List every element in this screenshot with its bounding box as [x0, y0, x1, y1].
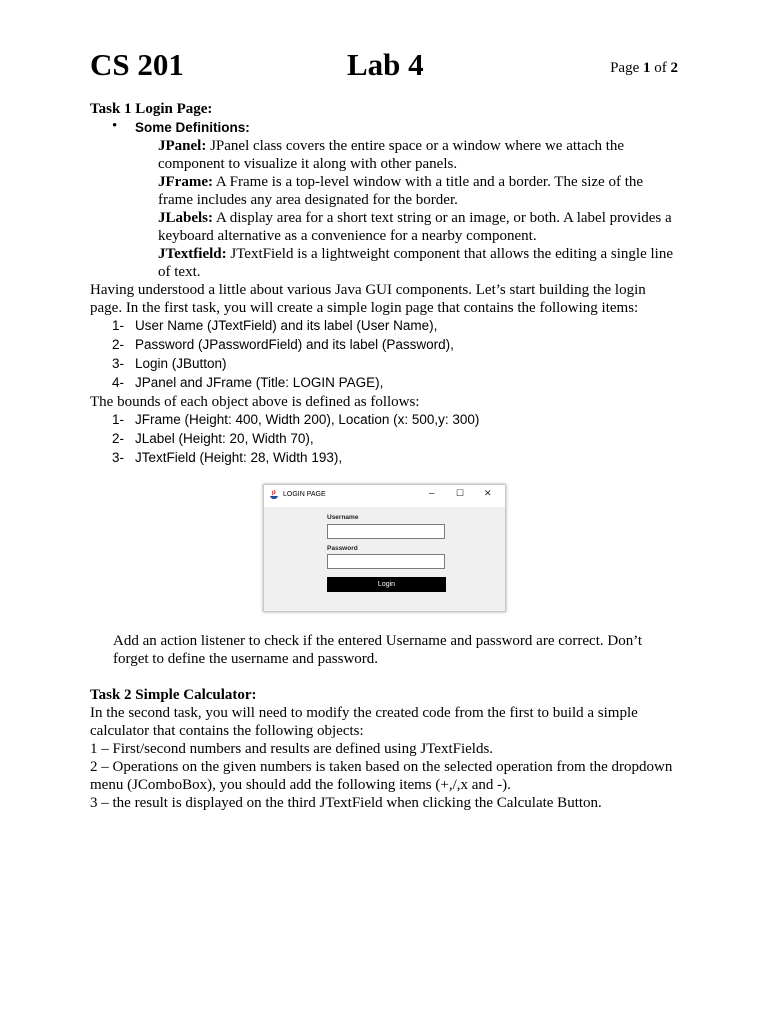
minimize-icon: – — [429, 488, 435, 499]
window-titlebar — [264, 485, 505, 507]
task2-text: calculator that contains the following objects: — [90, 723, 364, 739]
password-label: Password — [327, 545, 358, 552]
username-label: Username — [327, 514, 359, 521]
task2-text: 2 – Operations on the given numbers is taken based on the selected operation from the dropdown — [90, 759, 673, 775]
def-jtextfield — [158, 245, 673, 263]
maximize-icon: ☐ — [456, 488, 465, 498]
list-text: Login (JButton) — [135, 356, 227, 371]
list-number: 2- — [112, 337, 125, 352]
list-number: 1- — [112, 412, 125, 427]
def-text: A display area for a short text string or an image, or both. A label provides a — [215, 210, 672, 226]
list-item — [112, 430, 314, 448]
list-item — [112, 317, 437, 335]
def-text: component to visualize it along with other panels. — [158, 156, 458, 172]
def-term: JLabels: — [158, 210, 214, 226]
intro-text: page. In the first task, you will create a simple login page that contains the following items: — [90, 300, 639, 316]
java-app-icon — [269, 490, 279, 500]
list-number: 2- — [112, 431, 125, 446]
list-text: JFrame (Height: 400, Width 200), Location (x: 500,y: 300) — [135, 412, 480, 427]
page-current: 1 — [643, 60, 651, 76]
intro-text: Having understood a little about various Java GUI components. Let’s start building the login — [90, 282, 646, 298]
list-item — [112, 336, 454, 354]
list-number: 4- — [112, 375, 125, 390]
def-text: of text. — [158, 264, 201, 280]
action-text: Add an action listener to check if the entered Username and password are correct. Don’t — [113, 633, 643, 649]
list-item — [112, 411, 479, 429]
def-text: A Frame is a top-level window with a title and a border. The size of the — [215, 174, 644, 190]
def-text: JPanel class covers the entire space or a window where we attach the — [210, 138, 625, 154]
page-of: of — [654, 60, 667, 76]
def-term: JFrame: — [158, 174, 213, 190]
lab-title: Lab 4 — [347, 47, 424, 82]
list-number: 3- — [112, 356, 125, 371]
def-jframe — [158, 173, 643, 191]
def-text: JTextField is a lightweight component that allows the editing a single line — [230, 246, 673, 262]
bounds-intro: The bounds of each object above is defined as follows: — [90, 394, 420, 410]
list-number: 3- — [112, 450, 125, 465]
close-icon: ✕ — [484, 488, 492, 498]
username-field — [327, 524, 445, 539]
list-text: JPanel and JFrame (Title: LOGIN PAGE), — [135, 375, 384, 390]
password-field — [327, 554, 445, 569]
login-button: Login — [327, 577, 446, 592]
window-title: LOGIN PAGE — [283, 491, 326, 498]
definitions-heading: Some Definitions: — [135, 120, 250, 135]
page-number — [610, 60, 678, 77]
list-item — [112, 374, 383, 392]
def-term: JTextfield: — [158, 246, 227, 262]
list-item — [112, 449, 342, 467]
action-text: forget to define the username and password. — [113, 651, 379, 667]
def-text: keyboard alternative as a convenience for a nearby component. — [158, 228, 537, 244]
list-text: JTextField (Height: 28, Width 193), — [135, 450, 343, 465]
list-text: JLabel (Height: 20, Width 70), — [135, 431, 314, 446]
course-code: CS 201 — [90, 47, 184, 82]
list-text: User Name (JTextField) and its label (User Name), — [135, 318, 438, 333]
task2-text: In the second task, you will need to modify the created code from the first to build a simple — [90, 705, 638, 721]
def-text: frame includes any area designated for the border. — [158, 192, 458, 208]
def-jpanel — [158, 137, 624, 155]
task2-text: 1 – First/second numbers and results are defined using JTextFields. — [90, 741, 494, 757]
task2-title: Task 2 Simple Calculator: — [90, 687, 257, 703]
task2-text: menu (JComboBox), you should add the following items (+,/,x and -). — [90, 777, 511, 793]
list-item — [112, 355, 227, 373]
page-total: 2 — [670, 60, 678, 76]
task1-title: Task 1 Login Page: — [90, 101, 213, 117]
task2-text: 3 – the result is displayed on the third JTextField when clicking the Calculate Button. — [90, 795, 602, 811]
list-number: 1- — [112, 318, 125, 333]
bullet-dot: • — [112, 118, 118, 134]
page-prefix: Page — [610, 60, 640, 76]
def-term: JPanel: — [158, 138, 207, 154]
def-jlabels — [158, 209, 672, 227]
list-text: Password (JPasswordField) and its label (Password), — [135, 337, 454, 352]
login-window-image — [263, 484, 506, 612]
